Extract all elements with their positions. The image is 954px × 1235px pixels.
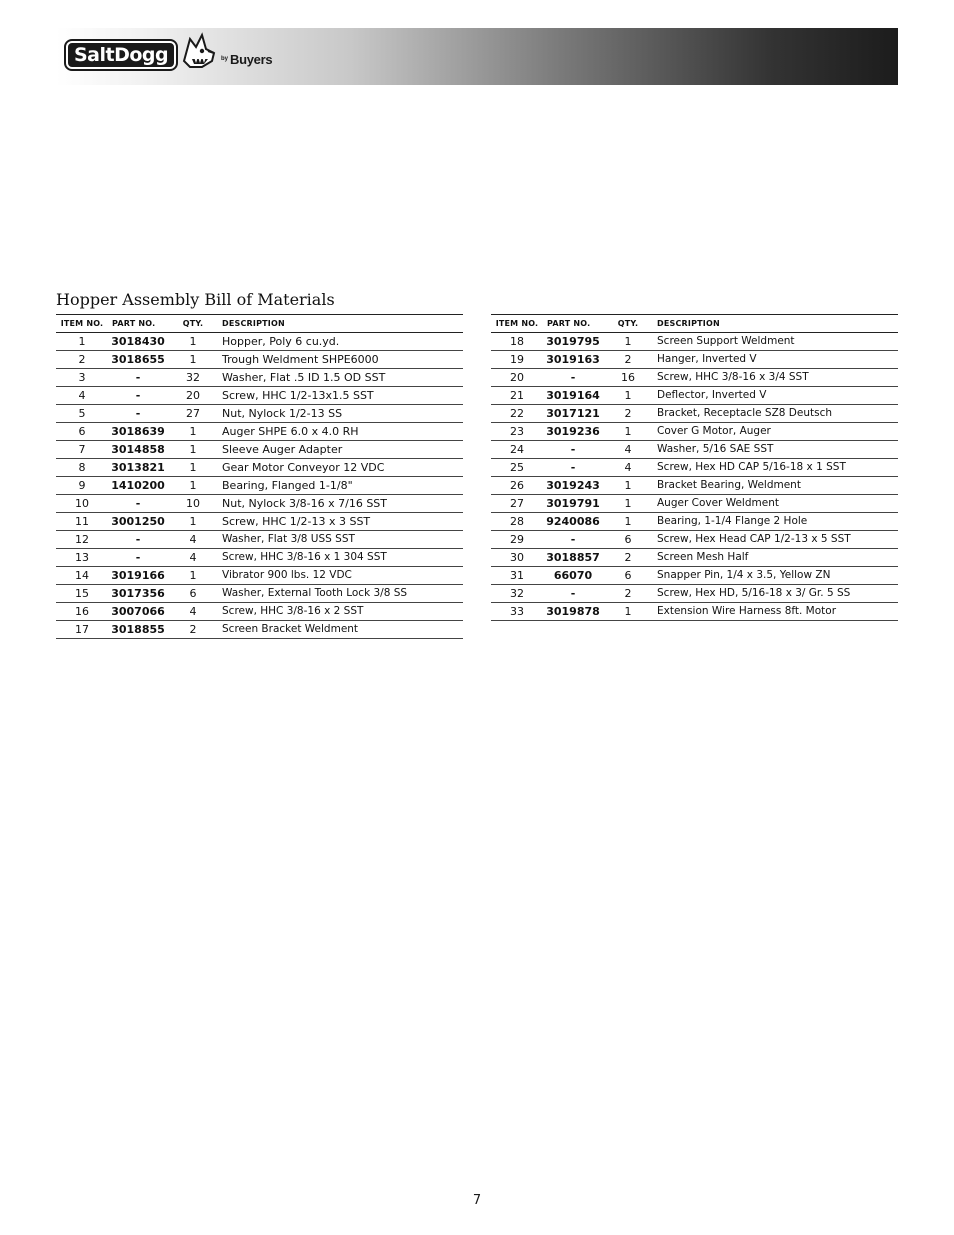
quantity-cell: 10	[168, 495, 218, 513]
quantity-cell: 2	[603, 351, 653, 369]
part-number-cell: -	[543, 441, 603, 459]
table-row	[56, 495, 463, 513]
item-number-cell: 5	[56, 405, 108, 423]
table-row	[56, 441, 463, 459]
description-cell: Screen Mesh Half	[653, 549, 898, 567]
table-row	[491, 513, 898, 531]
description-cell: Bracket, Receptacle SZ8 Deutsch	[653, 405, 898, 423]
part-number-cell: 3001250	[108, 513, 168, 531]
quantity-cell: 2	[168, 621, 218, 639]
quantity-cell: 2	[603, 405, 653, 423]
quantity-cell: 32	[168, 369, 218, 387]
table-row	[491, 405, 898, 423]
part-number-cell: 3019243	[543, 477, 603, 495]
item-number-cell: 28	[491, 513, 543, 531]
part-number-cell: 3019791	[543, 495, 603, 513]
quantity-cell: 4	[168, 531, 218, 549]
item-number-cell: 12	[56, 531, 108, 549]
part-number-cell: 3019164	[543, 387, 603, 405]
quantity-cell: 27	[168, 405, 218, 423]
table-row	[491, 603, 898, 621]
item-number-cell: 4	[56, 387, 108, 405]
table-row	[56, 477, 463, 495]
quantity-cell: 4	[603, 441, 653, 459]
table-row	[491, 549, 898, 567]
column-header-description: DESCRIPTION	[653, 315, 898, 333]
part-number-cell: 3017121	[543, 405, 603, 423]
description-cell: Screen Support Weldment	[653, 333, 898, 351]
part-number-cell: 3013821	[108, 459, 168, 477]
part-number-cell: 3019878	[543, 603, 603, 621]
table-row	[491, 531, 898, 549]
part-number-cell: -	[108, 495, 168, 513]
bom-table-left	[56, 314, 463, 639]
part-number-cell: 9240086	[543, 513, 603, 531]
bom-table-right	[491, 314, 898, 621]
quantity-cell: 4	[603, 459, 653, 477]
quantity-cell: 1	[168, 441, 218, 459]
table-row	[56, 333, 463, 351]
item-number-cell: 10	[56, 495, 108, 513]
description-cell: Snapper Pin, 1/4 x 3.5, Yellow ZN	[653, 567, 898, 585]
item-number-cell: 27	[491, 495, 543, 513]
item-number-cell: 16	[56, 603, 108, 621]
item-number-cell: 17	[56, 621, 108, 639]
item-number-cell: 20	[491, 369, 543, 387]
description-cell: Washer, Flat 3/8 USS SST	[218, 531, 463, 549]
item-number-cell: 30	[491, 549, 543, 567]
quantity-cell: 1	[168, 513, 218, 531]
part-number-cell: -	[543, 369, 603, 387]
table-header-row	[491, 315, 898, 333]
table-row	[56, 603, 463, 621]
description-cell: Screw, Hex HD CAP 5/16-18 x 1 SST	[653, 459, 898, 477]
quantity-cell: 1	[168, 333, 218, 351]
column-header-part: PART NO.	[108, 315, 168, 333]
column-header-qty: QTY.	[168, 315, 218, 333]
quantity-cell: 1	[168, 477, 218, 495]
part-number-cell: -	[108, 549, 168, 567]
quantity-cell: 1	[603, 513, 653, 531]
part-number-cell: -	[543, 459, 603, 477]
item-number-cell: 26	[491, 477, 543, 495]
quantity-cell: 1	[603, 495, 653, 513]
description-cell: Auger Cover Weldment	[653, 495, 898, 513]
table-row	[491, 567, 898, 585]
item-number-cell: 18	[491, 333, 543, 351]
description-cell: Screen Bracket Weldment	[218, 621, 463, 639]
description-cell: Gear Motor Conveyor 12 VDC	[218, 459, 463, 477]
item-number-cell: 2	[56, 351, 108, 369]
quantity-cell: 1	[168, 459, 218, 477]
description-cell: Hopper, Poly 6 cu.yd.	[218, 333, 463, 351]
part-number-cell: 3018857	[543, 549, 603, 567]
part-number-cell: 3019236	[543, 423, 603, 441]
quantity-cell: 16	[603, 369, 653, 387]
part-number-cell: -	[108, 369, 168, 387]
table-row	[491, 585, 898, 603]
quantity-cell: 4	[168, 549, 218, 567]
item-number-cell: 25	[491, 459, 543, 477]
description-cell: Sleeve Auger Adapter	[218, 441, 463, 459]
table-row	[56, 423, 463, 441]
table-row	[56, 459, 463, 477]
quantity-cell: 6	[603, 531, 653, 549]
part-number-cell: 3019795	[543, 333, 603, 351]
item-number-cell: 13	[56, 549, 108, 567]
quantity-cell: 6	[603, 567, 653, 585]
column-header-part: PART NO.	[543, 315, 603, 333]
column-header-item: ITEM NO.	[491, 315, 543, 333]
column-header-item: ITEM NO.	[56, 315, 108, 333]
item-number-cell: 11	[56, 513, 108, 531]
item-number-cell: 23	[491, 423, 543, 441]
description-cell: Screw, HHC 1/2-13 x 3 SST	[218, 513, 463, 531]
quantity-cell: 1	[603, 333, 653, 351]
part-number-cell: 3019166	[108, 567, 168, 585]
description-cell: Cover G Motor, Auger	[653, 423, 898, 441]
table-row	[56, 567, 463, 585]
logo-by-text: by	[221, 56, 229, 62]
dog-head-icon	[178, 31, 218, 71]
page-number: 7	[472, 1193, 482, 1208]
description-cell: Trough Weldment SHPE6000	[218, 351, 463, 369]
table-row	[491, 459, 898, 477]
description-cell: Screw, HHC 3/8-16 x 3/4 SST	[653, 369, 898, 387]
table-row	[491, 441, 898, 459]
quantity-cell: 1	[603, 603, 653, 621]
part-number-cell: 3017356	[108, 585, 168, 603]
quantity-cell: 1	[603, 423, 653, 441]
part-number-cell: 3018855	[108, 621, 168, 639]
part-number-cell: 3014858	[108, 441, 168, 459]
part-number-cell: 3007066	[108, 603, 168, 621]
description-cell: Washer, 5/16 SAE SST	[653, 441, 898, 459]
quantity-cell: 2	[603, 585, 653, 603]
item-number-cell: 7	[56, 441, 108, 459]
table-row	[56, 549, 463, 567]
item-number-cell: 15	[56, 585, 108, 603]
item-number-cell: 31	[491, 567, 543, 585]
description-cell: Bearing, Flanged 1-1/8"	[218, 477, 463, 495]
column-header-description: DESCRIPTION	[218, 315, 463, 333]
description-cell: Nut, Nylock 1/2-13 SS	[218, 405, 463, 423]
item-number-cell: 29	[491, 531, 543, 549]
item-number-cell: 9	[56, 477, 108, 495]
table-header-row	[56, 315, 463, 333]
table-row	[491, 333, 898, 351]
part-number-cell: 1410200	[108, 477, 168, 495]
table-row	[56, 531, 463, 549]
description-cell: Nut, Nylock 3/8-16 x 7/16 SST	[218, 495, 463, 513]
quantity-cell: 1	[168, 351, 218, 369]
description-cell: Deflector, Inverted V	[653, 387, 898, 405]
description-cell: Auger SHPE 6.0 x 4.0 RH	[218, 423, 463, 441]
description-cell: Screw, HHC 1/2-13x1.5 SST	[218, 387, 463, 405]
quantity-cell: 1	[168, 423, 218, 441]
item-number-cell: 24	[491, 441, 543, 459]
description-cell: Washer, External Tooth Lock 3/8 SS	[218, 585, 463, 603]
quantity-cell: 2	[603, 549, 653, 567]
quantity-cell: 1	[603, 477, 653, 495]
description-cell: Hanger, Inverted V	[653, 351, 898, 369]
item-number-cell: 1	[56, 333, 108, 351]
item-number-cell: 8	[56, 459, 108, 477]
logo-wordmark: SaltDogg	[66, 41, 176, 69]
table-row	[491, 423, 898, 441]
description-cell: Bearing, 1-1/4 Flange 2 Hole	[653, 513, 898, 531]
quantity-cell: 6	[168, 585, 218, 603]
description-cell: Vibrator 900 lbs. 12 VDC	[218, 567, 463, 585]
item-number-cell: 21	[491, 387, 543, 405]
table-row	[56, 351, 463, 369]
section-title: Hopper Assembly Bill of Materials	[56, 290, 335, 309]
description-cell: Washer, Flat .5 ID 1.5 OD SST	[218, 369, 463, 387]
part-number-cell: 3018430	[108, 333, 168, 351]
column-header-qty: QTY.	[603, 315, 653, 333]
description-cell: Screw, HHC 3/8-16 x 1 304 SST	[218, 549, 463, 567]
description-cell: Screw, Hex HD, 5/16-18 x 3/ Gr. 5 SS	[653, 585, 898, 603]
part-number-cell: 66070	[543, 567, 603, 585]
logo-buyers-text: Buyers	[230, 52, 273, 67]
description-cell: Screw, HHC 3/8-16 x 2 SST	[218, 603, 463, 621]
item-number-cell: 32	[491, 585, 543, 603]
description-cell: Bracket Bearing, Weldment	[653, 477, 898, 495]
table-row	[491, 351, 898, 369]
table-row	[56, 369, 463, 387]
part-number-cell: 3019163	[543, 351, 603, 369]
item-number-cell: 33	[491, 603, 543, 621]
table-row	[491, 387, 898, 405]
description-cell: Screw, Hex Head CAP 1/2-13 x 5 SST	[653, 531, 898, 549]
item-number-cell: 14	[56, 567, 108, 585]
part-number-cell: -	[108, 531, 168, 549]
item-number-cell: 19	[491, 351, 543, 369]
table-row	[56, 513, 463, 531]
quantity-cell: 20	[168, 387, 218, 405]
table-row	[56, 387, 463, 405]
part-number-cell: -	[543, 531, 603, 549]
part-number-cell: 3018655	[108, 351, 168, 369]
quantity-cell: 4	[168, 603, 218, 621]
table-row	[491, 495, 898, 513]
header-band	[56, 28, 898, 85]
table-row	[56, 405, 463, 423]
part-number-cell: -	[108, 387, 168, 405]
item-number-cell: 22	[491, 405, 543, 423]
quantity-cell: 1	[603, 387, 653, 405]
saltdogg-logo	[66, 40, 218, 70]
part-number-cell: -	[108, 405, 168, 423]
table-row	[56, 585, 463, 603]
part-number-cell: 3018639	[108, 423, 168, 441]
item-number-cell: 3	[56, 369, 108, 387]
table-row	[491, 369, 898, 387]
quantity-cell: 1	[168, 567, 218, 585]
part-number-cell: -	[543, 585, 603, 603]
table-row	[491, 477, 898, 495]
table-row	[56, 621, 463, 639]
description-cell: Extension Wire Harness 8ft. Motor	[653, 603, 898, 621]
item-number-cell: 6	[56, 423, 108, 441]
